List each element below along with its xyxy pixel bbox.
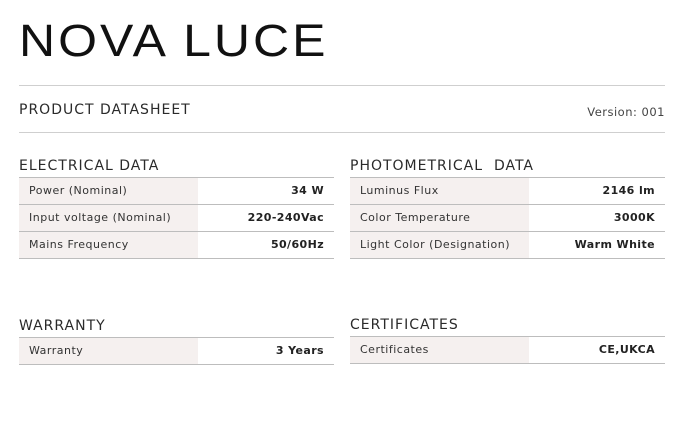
row-value: 220-240Vac (247, 211, 324, 224)
row-value: Warm White (574, 238, 655, 251)
row-value: 3000K (613, 211, 655, 224)
table-row (350, 178, 665, 205)
warranty-table (19, 337, 334, 365)
header-divider-bottom (19, 132, 665, 133)
table-row (19, 232, 334, 259)
photometrical-data-table (350, 177, 665, 259)
header-divider-top (19, 85, 665, 86)
row-label: Mains Frequency (19, 232, 198, 258)
table-row (19, 178, 334, 205)
page-title: PRODUCT DATASHEET (19, 102, 191, 118)
row-label: Luminus Flux (350, 178, 529, 204)
row-label: Light Color (Designation) (350, 232, 529, 258)
certificates-table (350, 336, 665, 364)
electrical-data-section (19, 157, 334, 259)
table-row (350, 232, 665, 259)
section-title: WARRANTY (19, 318, 106, 334)
table-row (19, 205, 334, 232)
section-title: PHOTOMETRICAL DATA (350, 158, 535, 174)
certificates-section (350, 316, 665, 364)
row-value: 34 W (291, 184, 324, 197)
warranty-section (19, 317, 334, 365)
table-row (350, 205, 665, 232)
photometrical-data-section (350, 157, 665, 259)
row-label: Certificates (350, 337, 529, 363)
section-title: ELECTRICAL DATA (19, 158, 160, 174)
row-label: Power (Nominal) (19, 178, 198, 204)
version-label: Version: 001 (587, 105, 665, 119)
row-value: 2146 lm (602, 184, 655, 197)
row-label: Input voltage (Nominal) (19, 205, 198, 231)
table-row (19, 338, 334, 365)
section-title: CERTIFICATES (350, 317, 459, 333)
electrical-data-table (19, 177, 334, 259)
row-value: 50/60Hz (270, 238, 324, 251)
brand-logo: NOVA LUCE (19, 15, 329, 66)
table-row (350, 337, 665, 364)
row-value: 3 Years (275, 344, 324, 357)
row-label: Warranty (19, 338, 198, 364)
row-value: CE,UKCA (598, 343, 655, 356)
row-label: Color Temperature (350, 205, 529, 231)
